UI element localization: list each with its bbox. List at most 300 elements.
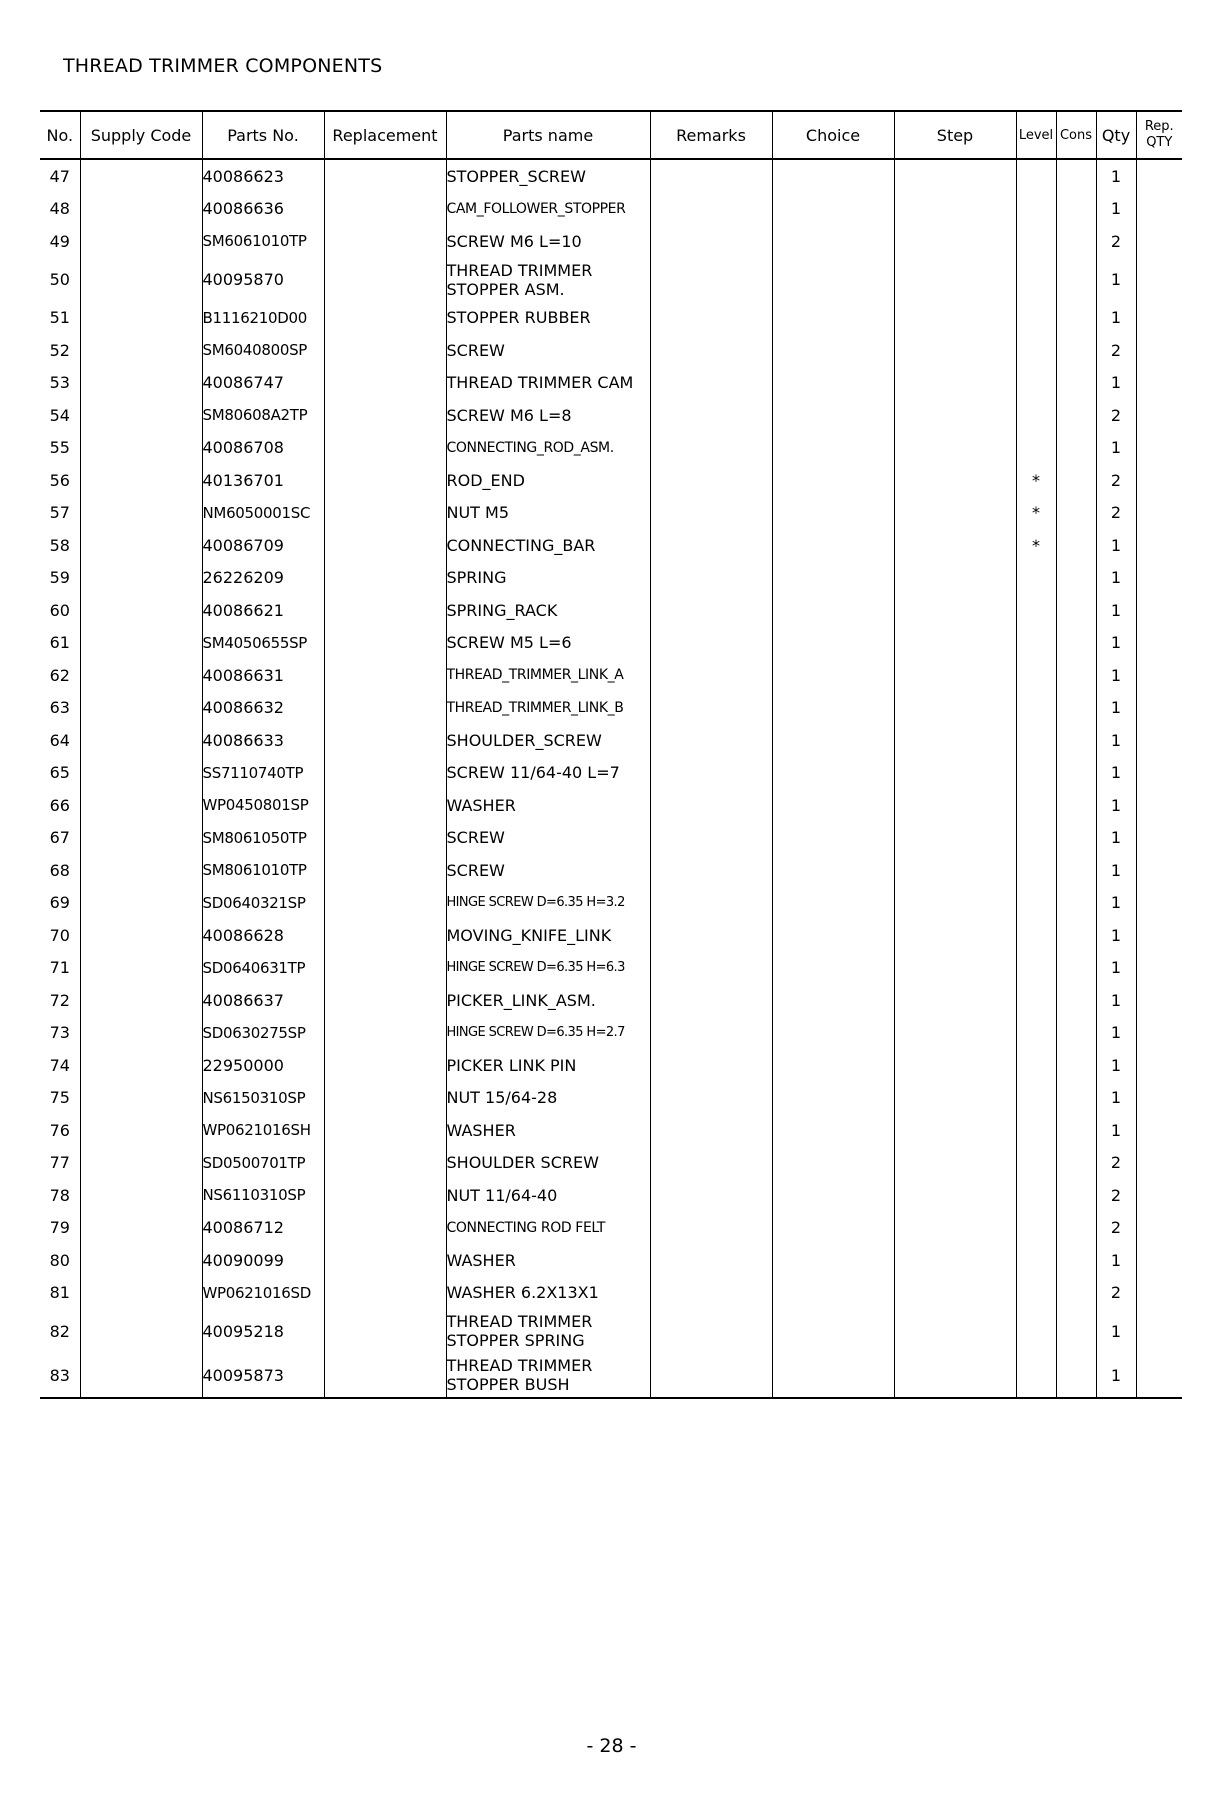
remarks-cell (650, 1309, 772, 1353)
remarks-cell (650, 367, 772, 400)
cons-cell (1056, 225, 1096, 258)
parts-name-cell: THREAD_TRIMMER_LINK_A (446, 659, 650, 692)
level-cell (1016, 757, 1056, 790)
parts-name-cell: THREAD TRIMMER CAM (446, 367, 650, 400)
remarks-cell (650, 193, 772, 226)
level-cell: * (1016, 529, 1056, 562)
step-cell (894, 225, 1016, 258)
cons-cell (1056, 258, 1096, 302)
page-number: - 28 - (586, 1735, 637, 1757)
rep-qty-cell (1136, 258, 1182, 302)
parts-name-cell: NUT M5 (446, 497, 650, 530)
table-row (40, 367, 1182, 400)
replacement-cell (324, 822, 446, 855)
replacement-cell (324, 757, 446, 790)
parts-table (40, 110, 1182, 1399)
table-row (40, 159, 1182, 193)
row-no-cell: 69 (40, 887, 80, 920)
step-cell (894, 887, 1016, 920)
header-choice: Choice (772, 111, 894, 159)
remarks-cell (650, 1147, 772, 1180)
supply-code-cell (80, 887, 202, 920)
level-cell (1016, 1353, 1056, 1398)
rep-qty-cell (1136, 724, 1182, 757)
cons-cell (1056, 952, 1096, 985)
header-parts-name: Parts name (446, 111, 650, 159)
step-cell (894, 692, 1016, 725)
qty-cell: 1 (1096, 757, 1136, 790)
qty-cell: 1 (1096, 1244, 1136, 1277)
supply-code-cell (80, 367, 202, 400)
level-cell (1016, 562, 1056, 595)
level-cell (1016, 854, 1056, 887)
parts-name-cell: MOVING_KNIFE_LINK (446, 919, 650, 952)
table-row (40, 822, 1182, 855)
parts-name-cell: PICKER_LINK_ASM. (446, 984, 650, 1017)
qty-cell: 1 (1096, 1017, 1136, 1050)
cons-cell (1056, 789, 1096, 822)
remarks-cell (650, 952, 772, 985)
table-row (40, 1212, 1182, 1245)
qty-cell: 1 (1096, 627, 1136, 660)
parts-no-cell: 40086708 (202, 432, 324, 465)
rep-qty-cell (1136, 497, 1182, 530)
parts-name-cell: SCREW M5 L=6 (446, 627, 650, 660)
parts-no-cell: 40086632 (202, 692, 324, 725)
level-cell (1016, 1244, 1056, 1277)
qty-cell: 1 (1096, 984, 1136, 1017)
qty-cell: 1 (1096, 919, 1136, 952)
level-cell (1016, 659, 1056, 692)
supply-code-cell (80, 1049, 202, 1082)
replacement-cell (324, 1082, 446, 1115)
choice-cell (772, 497, 894, 530)
cons-cell (1056, 692, 1096, 725)
cons-cell (1056, 1212, 1096, 1245)
table-row (40, 193, 1182, 226)
qty-cell: 1 (1096, 594, 1136, 627)
replacement-cell (324, 1353, 446, 1398)
rep-qty-cell (1136, 432, 1182, 465)
table-row (40, 887, 1182, 920)
rep-qty-cell (1136, 1082, 1182, 1115)
step-cell (894, 1082, 1016, 1115)
qty-cell: 1 (1096, 432, 1136, 465)
level-cell (1016, 1147, 1056, 1180)
table-row (40, 594, 1182, 627)
step-cell (894, 1353, 1016, 1398)
parts-no-cell: WP0621016SH (202, 1114, 324, 1147)
rep-qty-cell (1136, 464, 1182, 497)
level-cell (1016, 1277, 1056, 1310)
remarks-cell (650, 887, 772, 920)
header-level: Level (1016, 111, 1056, 159)
table-row (40, 1277, 1182, 1310)
supply-code-cell (80, 562, 202, 595)
choice-cell (772, 984, 894, 1017)
rep-qty-cell (1136, 659, 1182, 692)
rep-qty-cell (1136, 594, 1182, 627)
rep-qty-cell (1136, 757, 1182, 790)
row-no-cell: 62 (40, 659, 80, 692)
rep-qty-cell (1136, 367, 1182, 400)
choice-cell (772, 952, 894, 985)
supply-code-cell (80, 1017, 202, 1050)
cons-cell (1056, 887, 1096, 920)
replacement-cell (324, 1147, 446, 1180)
row-no-cell: 80 (40, 1244, 80, 1277)
level-cell (1016, 399, 1056, 432)
rep-qty-cell (1136, 399, 1182, 432)
rep-qty-cell (1136, 822, 1182, 855)
supply-code-cell (80, 789, 202, 822)
qty-cell: 2 (1096, 1212, 1136, 1245)
page-title: THREAD TRIMMER COMPONENTS (63, 55, 383, 77)
parts-name-cell: WASHER 6.2X13X1 (446, 1277, 650, 1310)
remarks-cell (650, 1179, 772, 1212)
supply-code-cell (80, 302, 202, 335)
choice-cell (772, 399, 894, 432)
header-no: No. (40, 111, 80, 159)
header-rep-qty (1136, 111, 1182, 159)
choice-cell (772, 789, 894, 822)
header-step: Step (894, 111, 1016, 159)
remarks-cell (650, 1244, 772, 1277)
cons-cell (1056, 1244, 1096, 1277)
replacement-cell (324, 529, 446, 562)
header-cons: Cons (1056, 111, 1096, 159)
parts-no-cell: 40095873 (202, 1353, 324, 1398)
qty-cell: 1 (1096, 562, 1136, 595)
row-no-cell: 57 (40, 497, 80, 530)
choice-cell (772, 919, 894, 952)
row-no-cell: 51 (40, 302, 80, 335)
step-cell (894, 594, 1016, 627)
parts-name-cell: SPRING_RACK (446, 594, 650, 627)
parts-no-cell: SD0500701TP (202, 1147, 324, 1180)
parts-no-cell: 40086623 (202, 159, 324, 193)
choice-cell (772, 757, 894, 790)
level-cell (1016, 1114, 1056, 1147)
qty-cell: 1 (1096, 302, 1136, 335)
replacement-cell (324, 193, 446, 226)
cons-cell (1056, 919, 1096, 952)
table-row (40, 1114, 1182, 1147)
supply-code-cell (80, 1244, 202, 1277)
step-cell (894, 919, 1016, 952)
parts-no-cell: 40095870 (202, 258, 324, 302)
row-no-cell: 50 (40, 258, 80, 302)
row-no-cell: 79 (40, 1212, 80, 1245)
parts-no-cell: 40086631 (202, 659, 324, 692)
step-cell (894, 822, 1016, 855)
supply-code-cell (80, 952, 202, 985)
rep-qty-cell (1136, 1147, 1182, 1180)
rep-qty-cell (1136, 529, 1182, 562)
level-cell (1016, 594, 1056, 627)
remarks-cell (650, 334, 772, 367)
row-no-cell: 71 (40, 952, 80, 985)
parts-name-cell: THREAD TRIMMER STOPPER SPRING (446, 1309, 650, 1353)
rep-qty-cell (1136, 334, 1182, 367)
replacement-cell (324, 1244, 446, 1277)
step-cell (894, 497, 1016, 530)
choice-cell (772, 302, 894, 335)
parts-no-cell: SM8061050TP (202, 822, 324, 855)
header-supply-code: Supply Code (80, 111, 202, 159)
parts-name-cell: ROD_END (446, 464, 650, 497)
parts-name-cell: SCREW (446, 854, 650, 887)
supply-code-cell (80, 919, 202, 952)
rep-qty-cell (1136, 159, 1182, 193)
table-row (40, 627, 1182, 660)
replacement-cell (324, 258, 446, 302)
step-cell (894, 1244, 1016, 1277)
choice-cell (772, 193, 894, 226)
table-row (40, 258, 1182, 302)
choice-cell (772, 659, 894, 692)
replacement-cell (324, 1179, 446, 1212)
parts-no-cell: NM6050001SC (202, 497, 324, 530)
supply-code-cell (80, 692, 202, 725)
replacement-cell (324, 627, 446, 660)
step-cell (894, 1114, 1016, 1147)
cons-cell (1056, 432, 1096, 465)
qty-cell: 1 (1096, 193, 1136, 226)
cons-cell (1056, 334, 1096, 367)
qty-cell: 1 (1096, 258, 1136, 302)
cons-cell (1056, 854, 1096, 887)
replacement-cell (324, 159, 446, 193)
rep-qty-cell (1136, 887, 1182, 920)
qty-cell: 1 (1096, 367, 1136, 400)
level-cell (1016, 1017, 1056, 1050)
row-no-cell: 49 (40, 225, 80, 258)
remarks-cell (650, 464, 772, 497)
replacement-cell (324, 919, 446, 952)
rep-qty-cell (1136, 1017, 1182, 1050)
parts-name-cell: WASHER (446, 1244, 650, 1277)
row-no-cell: 61 (40, 627, 80, 660)
table-row (40, 1082, 1182, 1115)
table-row (40, 1147, 1182, 1180)
row-no-cell: 64 (40, 724, 80, 757)
level-cell (1016, 822, 1056, 855)
parts-name-cell: STOPPER_SCREW (446, 159, 650, 193)
step-cell (894, 258, 1016, 302)
row-no-cell: 76 (40, 1114, 80, 1147)
supply-code-cell (80, 854, 202, 887)
row-no-cell: 82 (40, 1309, 80, 1353)
supply-code-cell (80, 984, 202, 1017)
remarks-cell (650, 1082, 772, 1115)
parts-no-cell: 40095218 (202, 1309, 324, 1353)
parts-no-cell: 40136701 (202, 464, 324, 497)
row-no-cell: 54 (40, 399, 80, 432)
replacement-cell (324, 432, 446, 465)
choice-cell (772, 529, 894, 562)
remarks-cell (650, 159, 772, 193)
parts-name-cell: CONNECTING_ROD_ASM. (446, 432, 650, 465)
choice-cell (772, 367, 894, 400)
qty-cell: 2 (1096, 225, 1136, 258)
remarks-cell (650, 984, 772, 1017)
parts-name-cell: HINGE SCREW D=6.35 H=3.2 (446, 887, 650, 920)
level-cell (1016, 159, 1056, 193)
row-no-cell: 65 (40, 757, 80, 790)
table-row (40, 302, 1182, 335)
step-cell (894, 659, 1016, 692)
choice-cell (772, 1277, 894, 1310)
qty-cell: 1 (1096, 887, 1136, 920)
remarks-cell (650, 692, 772, 725)
remarks-cell (650, 258, 772, 302)
cons-cell (1056, 594, 1096, 627)
parts-no-cell: SM8061010TP (202, 854, 324, 887)
remarks-cell (650, 1277, 772, 1310)
parts-name-cell: NUT 11/64-40 (446, 1179, 650, 1212)
qty-cell: 1 (1096, 822, 1136, 855)
supply-code-cell (80, 1309, 202, 1353)
cons-cell (1056, 627, 1096, 660)
remarks-cell (650, 822, 772, 855)
parts-name-cell: SHOULDER_SCREW (446, 724, 650, 757)
level-cell (1016, 919, 1056, 952)
rep-qty-cell (1136, 1277, 1182, 1310)
parts-name-cell: CONNECTING ROD FELT (446, 1212, 650, 1245)
row-no-cell: 70 (40, 919, 80, 952)
remarks-cell (650, 757, 772, 790)
qty-cell: 2 (1096, 1277, 1136, 1310)
row-no-cell: 72 (40, 984, 80, 1017)
table-row (40, 1244, 1182, 1277)
qty-cell: 1 (1096, 1082, 1136, 1115)
table-body (40, 159, 1182, 1398)
table-row (40, 562, 1182, 595)
step-cell (894, 562, 1016, 595)
parts-name-cell: SCREW M6 L=10 (446, 225, 650, 258)
rep-qty-cell (1136, 1049, 1182, 1082)
row-no-cell: 67 (40, 822, 80, 855)
table-header (40, 111, 1182, 159)
level-cell (1016, 258, 1056, 302)
table-row (40, 225, 1182, 258)
step-cell (894, 1277, 1016, 1310)
step-cell (894, 464, 1016, 497)
supply-code-cell (80, 497, 202, 530)
replacement-cell (324, 692, 446, 725)
table-row (40, 919, 1182, 952)
choice-cell (772, 1049, 894, 1082)
rep-qty-cell (1136, 1114, 1182, 1147)
remarks-cell (650, 1212, 772, 1245)
parts-name-cell: PICKER LINK PIN (446, 1049, 650, 1082)
replacement-cell (324, 334, 446, 367)
remarks-cell (650, 529, 772, 562)
rep-qty-cell (1136, 627, 1182, 660)
table-row (40, 334, 1182, 367)
supply-code-cell (80, 1212, 202, 1245)
cons-cell (1056, 302, 1096, 335)
row-no-cell: 73 (40, 1017, 80, 1050)
table-row (40, 1309, 1182, 1353)
choice-cell (772, 1082, 894, 1115)
level-cell (1016, 984, 1056, 1017)
qty-cell: 2 (1096, 1179, 1136, 1212)
replacement-cell (324, 854, 446, 887)
step-cell (894, 432, 1016, 465)
qty-cell: 1 (1096, 529, 1136, 562)
parts-name-cell: CAM_FOLLOWER_STOPPER (446, 193, 650, 226)
step-cell (894, 367, 1016, 400)
parts-no-cell: SM80608A2TP (202, 399, 324, 432)
step-cell (894, 854, 1016, 887)
row-no-cell: 59 (40, 562, 80, 595)
supply-code-cell (80, 258, 202, 302)
cons-cell (1056, 1277, 1096, 1310)
parts-name-cell: SHOULDER SCREW (446, 1147, 650, 1180)
remarks-cell (650, 432, 772, 465)
qty-cell: 1 (1096, 1353, 1136, 1398)
step-cell (894, 1179, 1016, 1212)
rep-qty-cell (1136, 302, 1182, 335)
replacement-cell (324, 659, 446, 692)
supply-code-cell (80, 659, 202, 692)
qty-cell: 1 (1096, 1049, 1136, 1082)
qty-cell: 1 (1096, 659, 1136, 692)
table-row (40, 1179, 1182, 1212)
table-row (40, 952, 1182, 985)
parts-no-cell: 40086636 (202, 193, 324, 226)
level-cell (1016, 1049, 1056, 1082)
replacement-cell (324, 464, 446, 497)
choice-cell (772, 822, 894, 855)
parts-no-cell: 22950000 (202, 1049, 324, 1082)
rep-qty-cell (1136, 1212, 1182, 1245)
supply-code-cell (80, 193, 202, 226)
parts-name-cell: THREAD TRIMMER STOPPER BUSH (446, 1353, 650, 1398)
parts-no-cell: 40086628 (202, 919, 324, 952)
choice-cell (772, 724, 894, 757)
row-no-cell: 63 (40, 692, 80, 725)
table-row (40, 399, 1182, 432)
level-cell (1016, 627, 1056, 660)
parts-no-cell: NS6150310SP (202, 1082, 324, 1115)
replacement-cell (324, 1277, 446, 1310)
remarks-cell (650, 399, 772, 432)
cons-cell (1056, 1309, 1096, 1353)
rep-qty-cell (1136, 854, 1182, 887)
replacement-cell (324, 225, 446, 258)
choice-cell (772, 854, 894, 887)
rep-qty-cell (1136, 984, 1182, 1017)
supply-code-cell (80, 1179, 202, 1212)
step-cell (894, 984, 1016, 1017)
supply-code-cell (80, 1277, 202, 1310)
parts-name-cell: SCREW M6 L=8 (446, 399, 650, 432)
rep-qty-cell (1136, 919, 1182, 952)
qty-cell: 1 (1096, 854, 1136, 887)
row-no-cell: 55 (40, 432, 80, 465)
parts-name-cell: NUT 15/64-28 (446, 1082, 650, 1115)
parts-no-cell: SS7110740TP (202, 757, 324, 790)
parts-name-cell: WASHER (446, 1114, 650, 1147)
cons-cell (1056, 1114, 1096, 1147)
cons-cell (1056, 367, 1096, 400)
table-row (40, 724, 1182, 757)
step-cell (894, 627, 1016, 660)
step-cell (894, 399, 1016, 432)
